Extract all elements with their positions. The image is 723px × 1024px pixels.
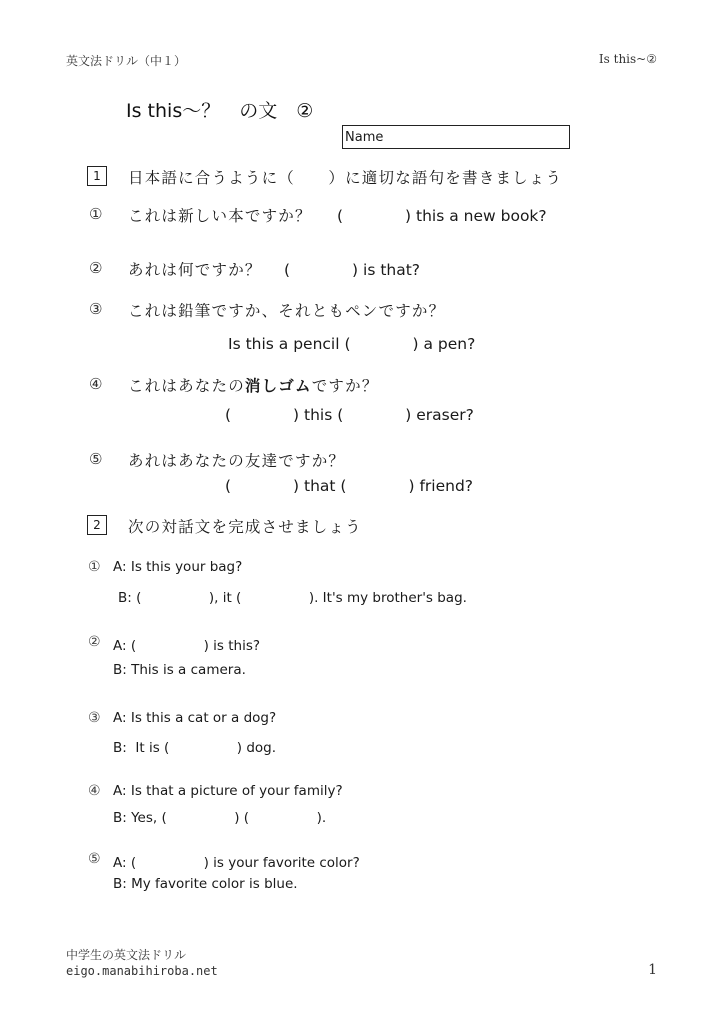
name-field[interactable] [342,125,570,149]
s2-q4-a: A: Is that a picture of your family? [113,783,343,799]
s2-q5-b: B: My favorite color is blue. [113,876,298,892]
s2-q2-number: ② [88,634,101,650]
s1-q1-english[interactable]: ( ) this a new book? [337,207,547,225]
s1-q5-japanese: あれはあなたの友達ですか？ [128,452,346,470]
section-2-instruction: 次の対話文を完成させましょう [128,518,362,536]
header-right: Is this~② [598,52,657,66]
section-1-number: 1 [87,166,107,186]
s1-q5-number: ⑤ [89,450,103,468]
s1-q5-english[interactable]: ( ) that ( ) friend? [225,477,474,495]
s1-q3-english[interactable]: Is this a pencil ( ) a pen? [228,335,476,353]
s2-q3-a: A: Is this a cat or a dog? [113,710,277,726]
header-left: 英文法ドリル（中１） [66,54,187,68]
s1-q1-number: ① [89,205,103,223]
s2-q1-b[interactable]: B: ( ), it ( ). It's my brother's bag. [118,590,467,606]
s1-q3-number: ③ [89,300,103,318]
s1-q2-japanese: あれは何ですか？ [128,261,262,279]
page-title: Is this～？ の文 ② [126,100,314,122]
s1-q4-english[interactable]: ( ) this ( ) eraser? [225,406,474,424]
s2-q5-a[interactable]: A: ( ) is your favorite color? [113,855,360,871]
s2-q5-number: ⑤ [88,851,101,867]
s1-q4-jp-before: これはあなたの [128,377,245,395]
s2-q3-b[interactable]: B: It is ( ) dog. [113,740,277,756]
section-1-instruction: 日本語に合うように（ ）に適切な語句を書きましょう [128,169,563,187]
s1-q1-japanese: これは新しい本ですか？ [128,207,312,225]
s2-q4-number: ④ [88,783,101,799]
s1-q4-number: ④ [89,375,103,393]
s1-q3-japanese: これは鉛筆ですか、それともペンですか？ [128,302,446,320]
s2-q4-b[interactable]: B: Yes, ( ) ( ). [113,810,327,826]
name-label: Name [345,130,384,145]
s2-q3-number: ③ [88,710,101,726]
s1-q2-number: ② [89,259,103,277]
footer-title: 中学生の英文法ドリル [66,948,187,962]
s1-q4-jp-bold: 消しゴム [244,377,312,395]
page-number: 1 [648,962,657,978]
s1-q4-japanese [128,374,379,396]
s2-q2-a[interactable]: A: ( ) is this? [113,638,261,654]
s1-q4-jp-after: ですか？ [311,377,379,395]
section-2-number: 2 [87,515,107,535]
s2-q1-number: ① [88,559,101,575]
s1-q2-english[interactable]: ( ) is that? [284,261,421,279]
s2-q1-a: A: Is this your bag? [113,559,243,575]
s2-q2-b: B: This is a camera. [113,662,246,678]
footer-url[interactable]: eigo.manabihiroba.net [66,964,218,978]
